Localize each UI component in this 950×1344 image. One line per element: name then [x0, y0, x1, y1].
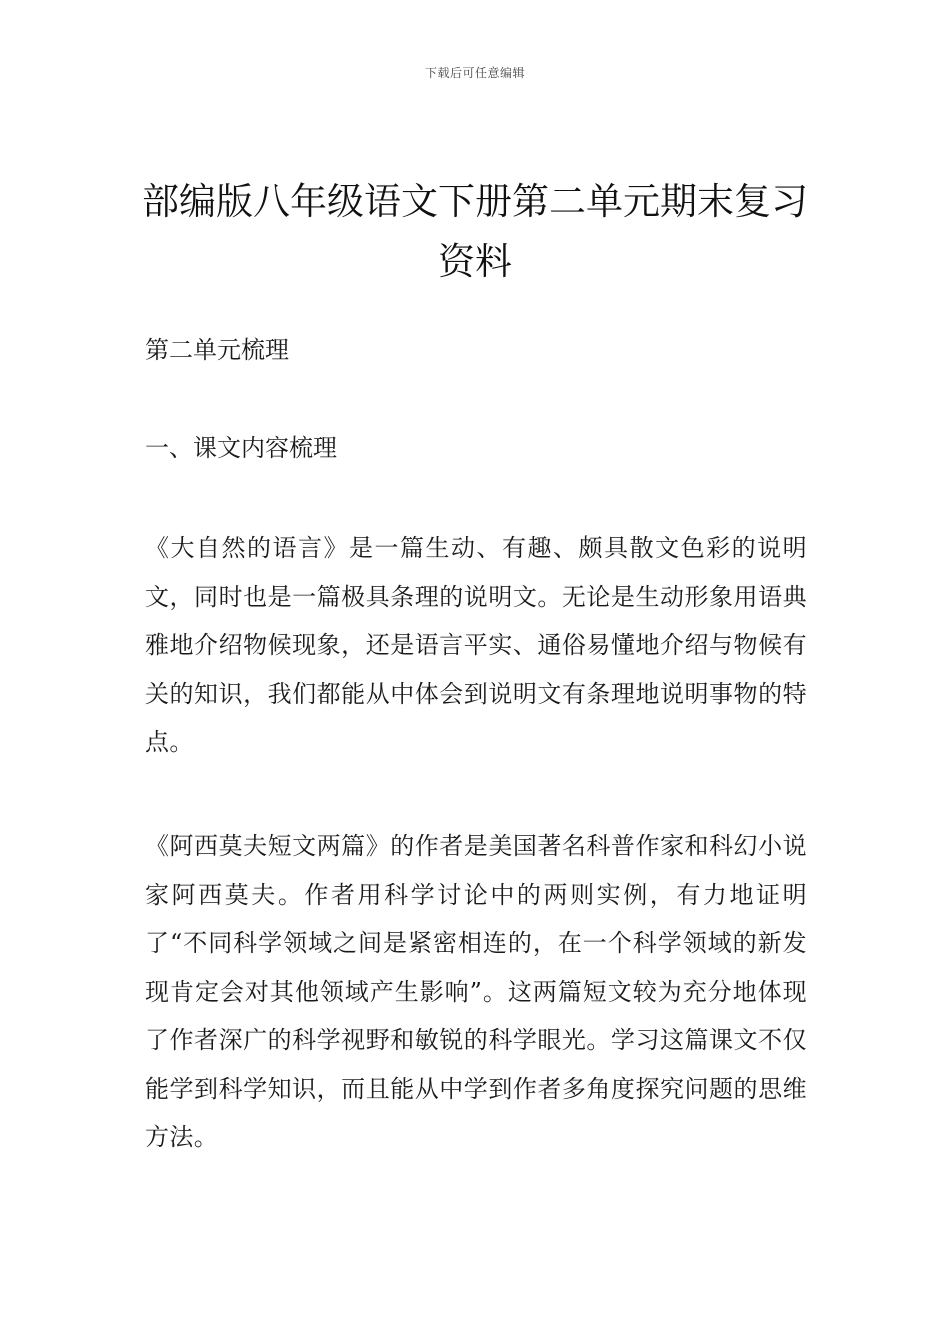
- document-title: 部编版八年级语文下册第二单元期末复习资料: [142, 180, 808, 283]
- paragraph-asimov-essays: 《阿西莫夫短文两篇》的作者是美国著名科普作家和科幻小说家阿西莫夫。作者用科学讨论中的两则实例，有力地证明了“不同科学领域之间是紧密相连的，在一个科学领域的新发现肯定会对其他领域产生影响”。这两篇短文较为充分地体现了作者深广的科学视野和敏锐的科学眼光。学习这篇课文不仅能学到科学知识，而且能从中学到作者多角度探究问题的思维方法。: [145, 832, 807, 1151]
- section-heading: 一、课文内容梳理: [145, 434, 337, 462]
- paragraph-nature-language: 《大自然的语言》是一篇生动、有趣、颇具散文色彩的说明文，同时也是一篇极具条理的说明文。无论是生动形象用语典雅地介绍物候现象，还是语言平实、通俗易懂地介绍与物候有关的知识，我们都能从中体会到说明文有条理地说明事物的特点。: [145, 534, 807, 756]
- header-note: 下载后可任意编辑: [424, 66, 525, 80]
- unit-heading: 第二单元梳理: [145, 336, 289, 364]
